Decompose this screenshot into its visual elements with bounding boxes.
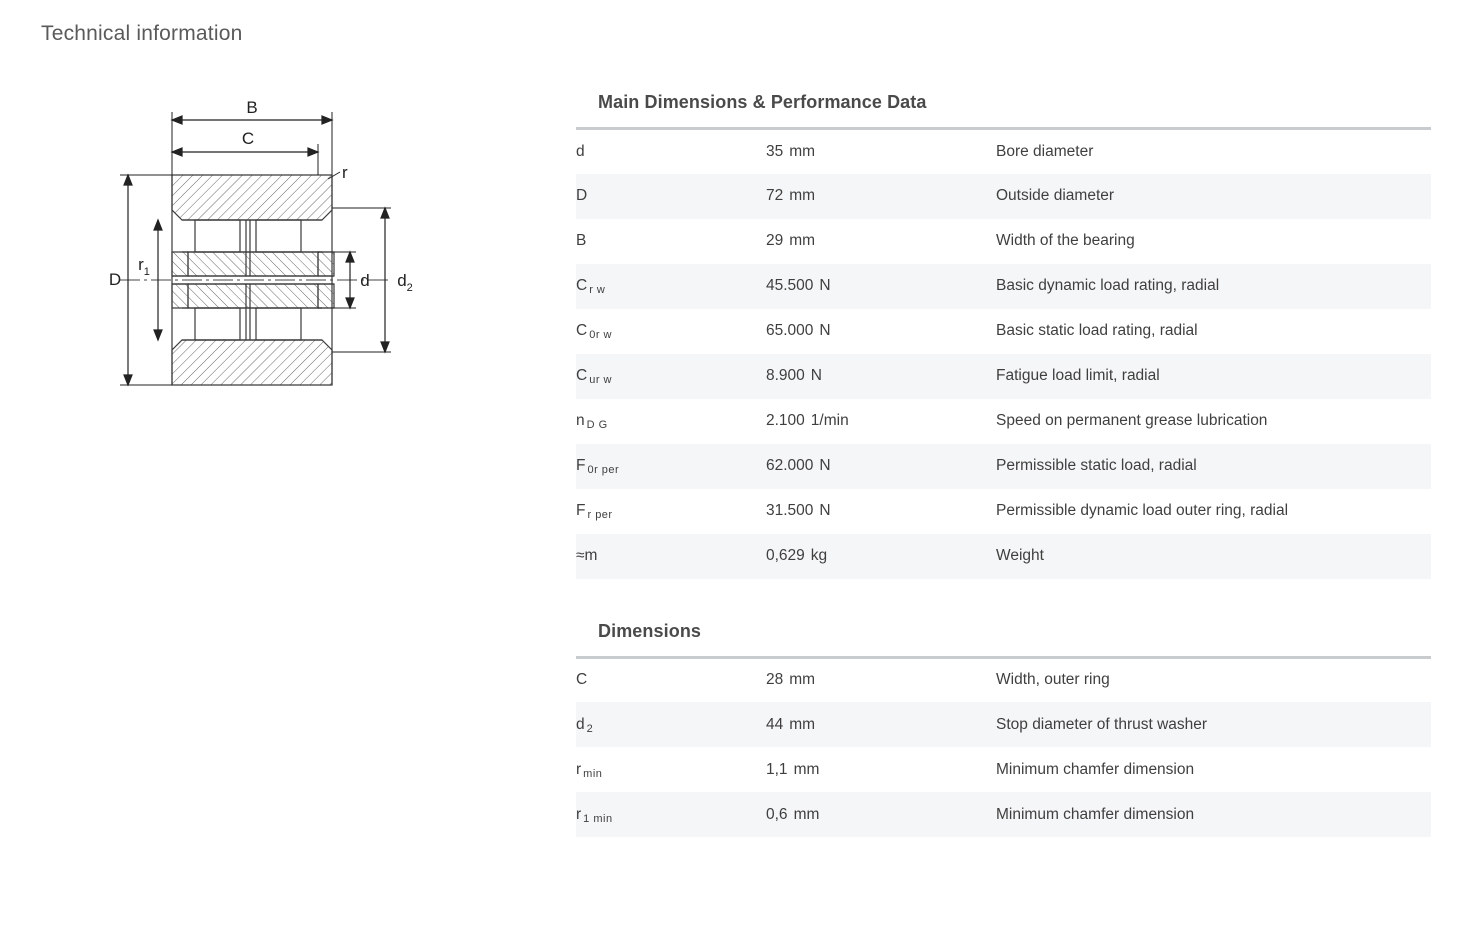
row-value-number: 8.900 [766, 367, 805, 384]
row-symbol: C [576, 671, 588, 689]
row-symbol: d [576, 142, 585, 160]
row-symbol-subscript: ur w [589, 374, 612, 386]
row-value [766, 792, 996, 837]
dim-label-d2: $d_2$ [397, 271, 413, 294]
table-row [576, 702, 1431, 747]
table-row [576, 174, 1431, 219]
row-symbol: d 2 [576, 715, 594, 735]
row-symbol: n D G [576, 412, 608, 431]
row-value-unit: N [819, 277, 831, 294]
row-symbol-subscript: 0r per [587, 464, 620, 476]
dim-label-B: B [246, 98, 258, 117]
row-value-unit: mm [793, 760, 820, 778]
row-value [766, 702, 996, 747]
table-row [576, 129, 1431, 174]
row-symbol: r min [576, 760, 603, 780]
table-row [576, 444, 1431, 489]
row-description: Outside diameter [996, 187, 1115, 204]
row-symbol: C r w [576, 277, 606, 296]
main-dimensions-table [576, 127, 1431, 579]
row-description: Permissible static load, radial [996, 457, 1197, 474]
row-value [766, 489, 996, 534]
bearing-cross-section-drawing [60, 80, 540, 500]
row-value-number: 45.500 [766, 277, 814, 294]
dim-label-r: r [342, 163, 348, 182]
row-value [766, 219, 996, 264]
dim-label-d: d [360, 271, 370, 290]
dim-label-r1: $r_1$ [138, 255, 150, 278]
row-value-number: 0,6 [766, 805, 788, 823]
row-symbol: C 0r w [576, 322, 612, 341]
row-value [766, 354, 996, 399]
row-description: Basic dynamic load rating, radial [996, 277, 1220, 294]
table-row [576, 747, 1431, 792]
bearing-drawing-svg [60, 80, 540, 500]
page-title: Technical information [41, 22, 243, 45]
row-symbol-subscript: r per [587, 509, 613, 521]
table-row [576, 792, 1431, 837]
row-value-unit: mm [789, 187, 816, 204]
row-value [766, 309, 996, 354]
row-symbol-subscript: r w [589, 284, 606, 296]
dimensions-table-body [576, 657, 1431, 837]
row-value-unit: mm [789, 671, 816, 689]
row-description: Permissible dynamic load outer ring, radial [996, 502, 1289, 519]
row-value-unit: N [819, 457, 831, 474]
row-description: Minimum chamfer dimension [996, 760, 1195, 778]
table-row [576, 399, 1431, 444]
dim-label-D: D [108, 270, 122, 289]
row-symbol: B [576, 232, 587, 249]
dimensions-table [576, 656, 1431, 838]
row-value-number: 29 [766, 232, 784, 249]
table-row [576, 309, 1431, 354]
row-value-unit: mm [793, 805, 820, 823]
row-symbol-subscript: D G [586, 419, 608, 431]
section-title-main: Main Dimensions & Performance Data [598, 92, 927, 112]
row-description: Minimum chamfer dimension [996, 805, 1195, 823]
row-value [766, 444, 996, 489]
row-value-number: 44 [766, 715, 784, 733]
row-value-unit: mm [789, 142, 816, 160]
row-symbol-subscript: min [583, 767, 603, 780]
row-description: Speed on permanent grease lubrication [996, 412, 1268, 429]
row-description: Width, outer ring [996, 671, 1110, 689]
row-value-number: 31.500 [766, 502, 814, 519]
dim-label-C: C [241, 129, 255, 148]
row-symbol-subscript: 2 [586, 722, 594, 735]
row-symbol: F r per [576, 502, 613, 521]
table-row [576, 489, 1431, 534]
row-value-unit: mm [789, 232, 816, 249]
row-value [766, 657, 996, 702]
row-value-number: 65.000 [766, 322, 814, 339]
row-value-unit: mm [789, 715, 816, 733]
row-value-number: 35 [766, 142, 784, 160]
row-symbol-subscript: 1 min [583, 812, 613, 825]
section-title-dimensions: Dimensions [598, 620, 702, 641]
row-description: Width of the bearing [996, 232, 1135, 249]
row-value-unit: kg [810, 547, 828, 564]
table-row [576, 264, 1431, 309]
row-value-number: 62.000 [766, 457, 814, 474]
row-symbol: r 1 min [576, 805, 613, 825]
row-symbol-subscript: 0r w [589, 329, 612, 341]
main-dimensions-table-body [576, 129, 1431, 579]
row-value [766, 129, 996, 174]
table-row [576, 219, 1431, 264]
table-row [576, 354, 1431, 399]
row-value-unit: N [819, 502, 831, 519]
row-value [766, 747, 996, 792]
table-row [576, 534, 1431, 579]
row-description: Weight [996, 547, 1044, 564]
row-symbol: C ur w [576, 367, 612, 386]
row-description: Stop diameter of thrust washer [996, 715, 1208, 733]
row-value-unit: N [819, 322, 831, 339]
row-symbol: F 0r per [576, 457, 620, 476]
row-value-number: 72 [766, 187, 784, 204]
row-description: Bore diameter [996, 142, 1094, 160]
row-value [766, 399, 996, 444]
specification-tables [576, 92, 1431, 837]
row-value [766, 264, 996, 309]
row-value-unit: N [810, 367, 822, 384]
table-row [576, 657, 1431, 702]
row-symbol: ≈m [576, 547, 598, 564]
row-description: Basic static load rating, radial [996, 322, 1198, 339]
row-description: Fatigue load limit, radial [996, 367, 1160, 384]
row-value-number: 2.100 [766, 412, 805, 429]
row-value-number: 1,1 [766, 760, 788, 778]
row-value [766, 174, 996, 219]
row-value-number: 28 [766, 671, 784, 689]
row-value [766, 534, 996, 579]
row-value-number: 0,629 [766, 547, 805, 564]
row-value-unit: 1/min [810, 412, 849, 429]
row-symbol: D [576, 187, 588, 204]
